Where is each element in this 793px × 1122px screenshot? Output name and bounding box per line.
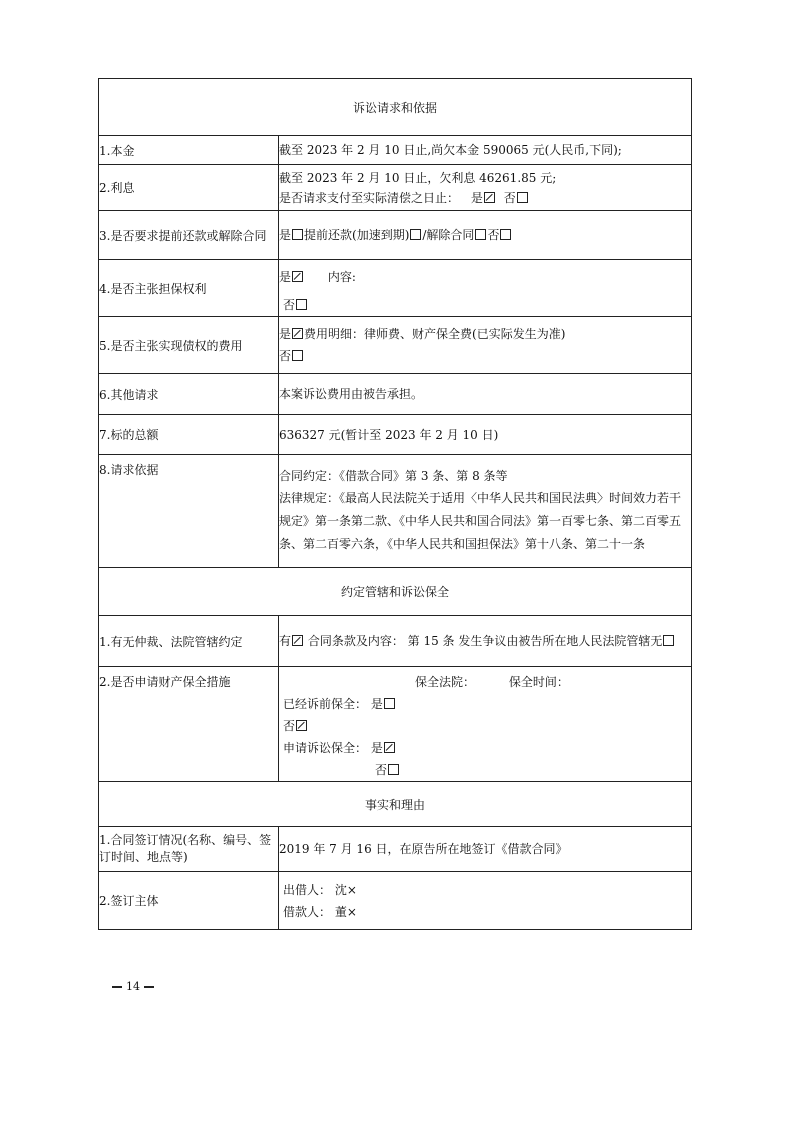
pre-suit-preservation-label: 已经诉前保全： bbox=[283, 697, 368, 711]
costs-yes-checkbox[interactable] bbox=[292, 328, 303, 339]
interest-amount: 截至 2023 年 2 月 10 日止，欠利息 46261.85 元; bbox=[279, 170, 557, 185]
total-amount-label: 7.标的总额 bbox=[99, 415, 279, 455]
in-suit-yes-checkbox[interactable] bbox=[384, 742, 395, 753]
lender-name: 沈× bbox=[334, 882, 357, 897]
arbitration-no-label: 无 bbox=[650, 634, 663, 648]
preservation-court-label: 保全法院： bbox=[415, 675, 476, 689]
guarantee-content-label: 内容: bbox=[327, 270, 356, 284]
borrower-name: 董× bbox=[334, 904, 357, 919]
guarantee-yes-checkbox[interactable] bbox=[292, 271, 303, 282]
borrower-label: 借款人： bbox=[283, 904, 332, 919]
arbitration-yes-label: 有 bbox=[279, 634, 292, 648]
guarantee-no-checkbox[interactable] bbox=[296, 299, 307, 310]
pre-suit-no-label: 否 bbox=[283, 719, 296, 733]
arbitration-yes-checkbox[interactable] bbox=[292, 635, 303, 646]
principal-value: 截至 2023 年 2 月 10 日止,尚欠本金 590065 元(人民币,下同); bbox=[279, 143, 622, 157]
in-suit-no-label: 否 bbox=[375, 763, 388, 777]
in-suit-yes-label: 是 bbox=[370, 741, 383, 755]
guarantee-label: 4.是否主张担保权利 bbox=[99, 260, 279, 317]
early-option-accelerate: 提前还款(加速到期) bbox=[304, 228, 410, 242]
costs-detail: 费用明细：律师费、财产保全费(已实际发生为准) bbox=[304, 327, 566, 341]
claim-basis-label: 8.请求依据 bbox=[99, 455, 279, 568]
arbitration-no-checkbox[interactable] bbox=[663, 635, 674, 646]
interest-question: 是否请求支付至实际清偿之日止： bbox=[279, 190, 460, 205]
lender-label: 出借人： bbox=[283, 882, 332, 897]
early-yes-label: 是 bbox=[279, 228, 292, 242]
early-terminate-checkbox[interactable] bbox=[475, 229, 486, 240]
early-repay-label: 3.是否要求提前还款或解除合同 bbox=[99, 211, 279, 260]
interest-no-checkbox[interactable] bbox=[517, 192, 528, 203]
page-number-value: 14 bbox=[126, 980, 140, 993]
pre-suit-yes-label: 是 bbox=[370, 697, 383, 711]
section-claims-heading: 诉讼请求和依据 bbox=[99, 79, 692, 136]
interest-label: 2.利息 bbox=[99, 165, 279, 211]
other-claims-value: 本案诉讼费用由被告承担。 bbox=[279, 387, 424, 401]
guarantee-no-label: 否 bbox=[283, 298, 296, 312]
claim-basis-law: 法律规定：《最高人民法院关于适用〈中华人民共和国民法典〉时间效力若干规定》第一条第二款、《中华人民共和国合同法》第一百零七条、第二百零五条、第二百零六条，《中华人民共和国担保法》第十八条、第二十一条 bbox=[279, 491, 682, 551]
other-claims-label: 6.其他请求 bbox=[99, 374, 279, 415]
early-no-label: 否 bbox=[487, 228, 500, 242]
interest-no-label: 否 bbox=[503, 190, 516, 205]
page-number-dash-right bbox=[144, 986, 154, 988]
complaint-form-table bbox=[98, 78, 692, 930]
contract-signing-label: 1.合同签订情况(名称、编号、签订时间、地点等) bbox=[99, 827, 279, 872]
signing-parties-label: 2.签订主体 bbox=[99, 872, 279, 930]
pre-suit-no-checkbox[interactable] bbox=[296, 720, 307, 731]
early-option-terminate: /解除合同 bbox=[422, 228, 475, 242]
early-yes-checkbox[interactable] bbox=[292, 229, 303, 240]
total-amount-value: 636327 元(暂计至 2023 年 2 月 10 日) bbox=[279, 427, 499, 442]
claim-basis-contract: 合同约定：《借款合同》第 3 条、第 8 条等 bbox=[279, 469, 508, 483]
arbitration-label: 1.有无仲裁、法院管辖约定 bbox=[99, 616, 279, 667]
preservation-label: 2.是否申请财产保全措施 bbox=[99, 667, 279, 782]
costs-yes-label: 是 bbox=[279, 327, 292, 341]
early-no-checkbox[interactable] bbox=[500, 229, 511, 240]
page-number bbox=[108, 980, 158, 993]
contract-signing-value: 2019 年 7 月 16 日，在原告所在地签订《借款合同》 bbox=[279, 842, 568, 856]
section-facts-heading: 事实和理由 bbox=[99, 782, 692, 827]
principal-label: 1.本金 bbox=[99, 136, 279, 165]
guarantee-yes-label: 是 bbox=[279, 270, 292, 284]
in-suit-no-checkbox[interactable] bbox=[388, 764, 399, 775]
interest-yes-checkbox[interactable] bbox=[484, 192, 495, 203]
arbitration-clause: 合同条款及内容： 第 15 条 发生争议由被告所在地人民法院管辖 bbox=[307, 634, 651, 648]
early-accelerate-checkbox[interactable] bbox=[410, 229, 421, 240]
in-suit-preservation-label: 申请诉讼保全： bbox=[283, 741, 368, 755]
costs-no-label: 否 bbox=[279, 349, 292, 363]
section-jurisdiction-heading: 约定管辖和诉讼保全 bbox=[99, 568, 692, 616]
preservation-time-label: 保全时间： bbox=[508, 675, 569, 689]
page-number-dash-left bbox=[112, 986, 122, 988]
pre-suit-yes-checkbox[interactable] bbox=[384, 698, 395, 709]
costs-label: 5.是否主张实现债权的费用 bbox=[99, 317, 279, 374]
interest-yes-label: 是 bbox=[470, 190, 483, 205]
costs-no-checkbox[interactable] bbox=[292, 350, 303, 361]
